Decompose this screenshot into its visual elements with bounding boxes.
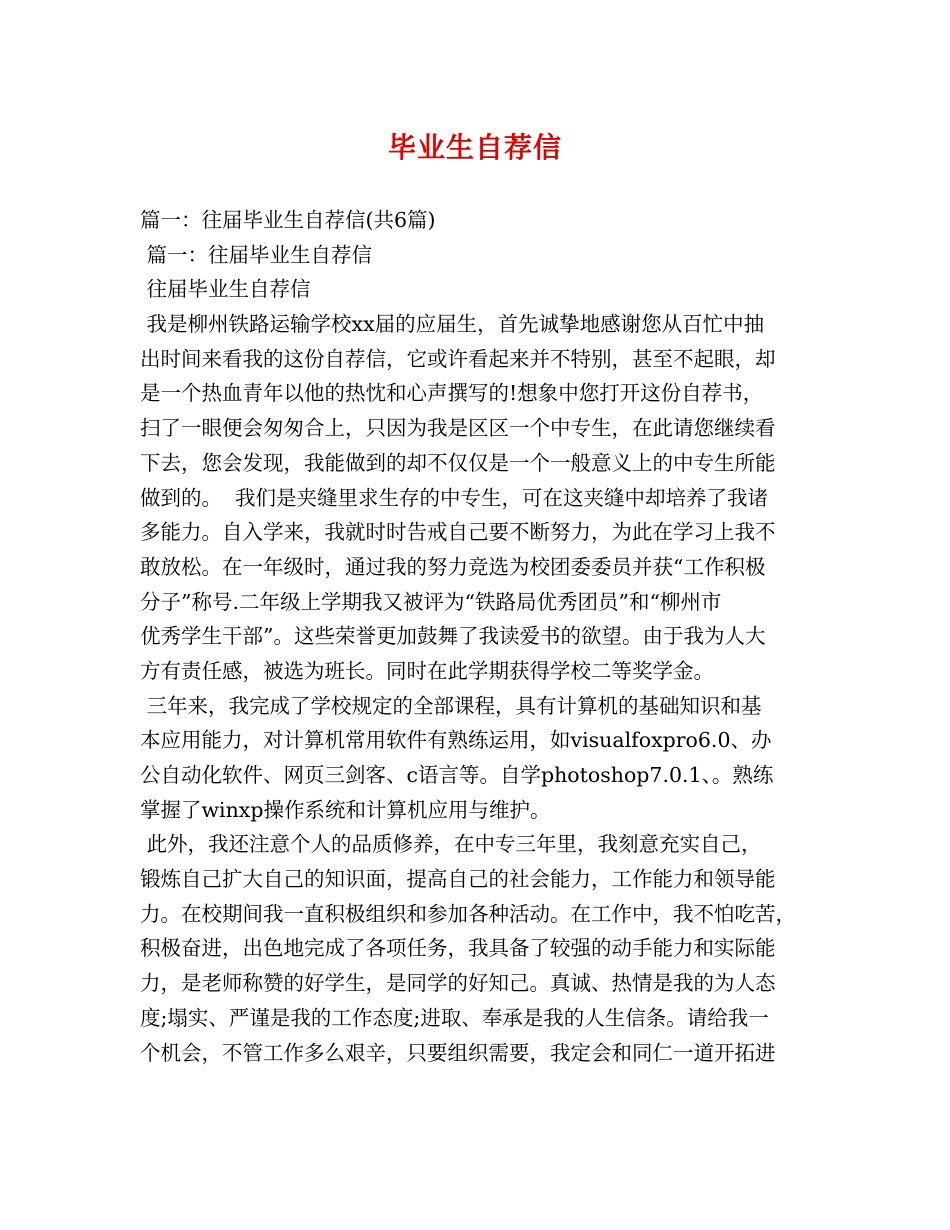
text-line: 三年来，我完成了学校规定的全部课程，具有计算机的基础知识和基 [140, 693, 762, 718]
text-line: 篇一：往届毕业生自荐信(共6篇) [140, 208, 436, 232]
text-line: 往届毕业生自荐信 [140, 277, 311, 302]
text-line: 本应用能力，对计算机常用软件有熟练运用，如visualfoxpro6.0、办 [140, 728, 772, 753]
text-line: 锻炼自己扩大自己的知识面，提高自己的社会能力，工作能力和领导能 [140, 867, 776, 892]
text-line: 做到的。 我们是夹缝里求生存的中专生，可在这夹缝中却培养了我诸 [140, 485, 769, 510]
text-line: 度;塌实、严谨是我的工作态度;进取、奉承是我的人生信条。请给我一 [140, 1005, 769, 1030]
text-line: 多能力。自入学来，我就时时告戒自己要不断努力，为此在学习上我不 [140, 520, 776, 545]
text-line: 篇一：往届毕业生自荐信 [140, 242, 373, 267]
text-line: 分子”称号.二年级上学期我又被评为“铁路局优秀团员”和“柳州市 [140, 589, 722, 614]
document-body [140, 203, 830, 1070]
text-line: 扫了一眼便会匆匆合上，只因为我是区区一个中专生，在此请您继续看 [140, 416, 776, 441]
text-line: 掌握了winxp操作系统和计算机应用与维护。 [140, 797, 551, 822]
text-line: 积极奋进，出色地完成了各项任务，我具备了较强的动手能力和实际能 [140, 936, 776, 961]
text-line: 力，是老师称赞的好学生，是同学的好知己。真诚、热情是我的为人态 [140, 971, 776, 996]
text-line: 出时间来看我的这份自荐信，它或许看起来并不特别，甚至不起眼，却 [140, 346, 776, 371]
text-line: 个机会，不管工作多么艰辛，只要组织需要，我定会和同仁一道开拓进 [140, 1040, 776, 1065]
text-line: 此外，我还注意个人的品质修养，在中专三年里，我刻意充实自己， [140, 832, 762, 857]
text-line: 公自动化软件、网页三剑客、c语言等。自学photoshop7.0.1、。熟练 [140, 763, 774, 787]
text-line: 力。在校期间我一直积极组织和参加各种活动。在工作中，我不怕吃苦， [140, 901, 796, 926]
text-line: 优秀学生干部”。这些荣誉更加鼓舞了我读爱书的欲望。由于我为人大 [140, 624, 766, 649]
text-line: 敢放松。在一年级时，通过我的努力竞选为校团委委员并获“工作积极 [140, 554, 766, 579]
text-line: 方有责任感，被选为班长。同时在此学期获得学校二等奖学金。 [140, 658, 714, 683]
text-line: 是一个热血青年以他的热忱和心声撰写的!想象中您打开这份自荐书， [140, 381, 764, 406]
document-title: 毕业生自荐信 [387, 131, 562, 164]
text-line: 下去，您会发现，我能做到的却不仅仅是一个一般意义上的中专生所能 [140, 450, 776, 475]
text-line: 我是柳州铁路运输学校xx届的应届生，首先诚挚地感谢您从百忙中抽 [140, 312, 765, 337]
